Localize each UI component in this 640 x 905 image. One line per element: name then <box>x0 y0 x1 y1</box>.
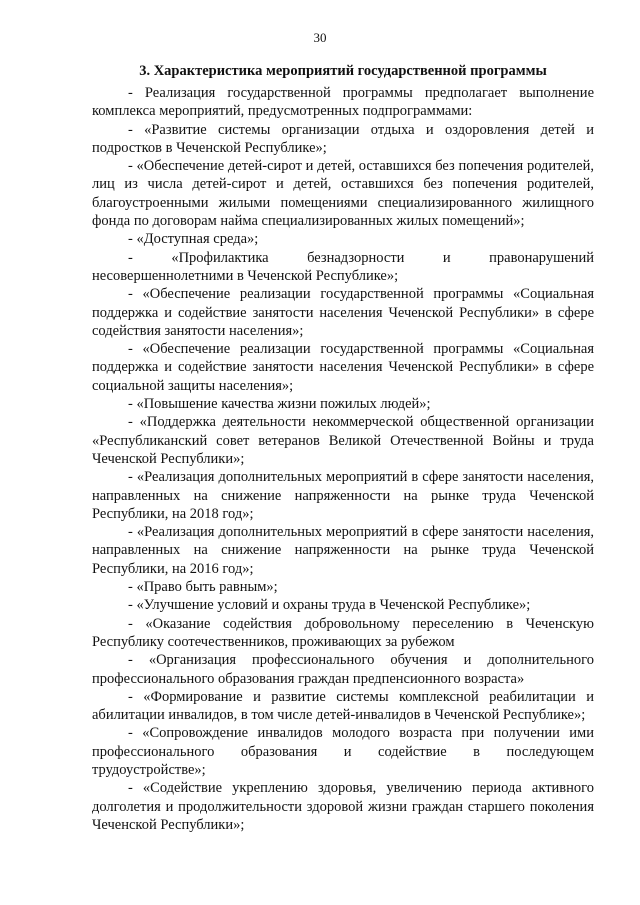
list-item: - «Развитие системы организации отдыха и оздоровления детей и подростков в Чеченской Республике»; <box>92 121 594 156</box>
list-item: - «Обеспечение реализации государственной программы «Социальная поддержка и содействие занятости населения Чеченской Республики» в сфере содействия занятости населения»; <box>92 286 594 339</box>
document-body <box>92 84 594 834</box>
list-item: - «Оказание содействия добровольному переселению в Чеченскую Республику соотечественников, проживающих за рубежом <box>92 615 594 650</box>
list-item: - «Сопровождение инвалидов молодого возраста при получении ими профессионального образования и содействие в последующем трудоустройстве»; <box>92 725 594 778</box>
list-item: - «Профилактика безнадзорности и правонарушений несовершеннолетними в Чеченской Республике»; <box>92 249 594 284</box>
list-item: - «Поддержка деятельности некоммерческой общественной организации «Республиканский совет ветеранов Великой Отечественной Войны и труда Чеченской Республики»; <box>92 414 594 467</box>
list-item: - «Реализация дополнительных мероприятий в сфере занятости населения, направленных на снижение напряженности на рынке труда Чеченской Республики, на 2018 год»; <box>92 469 594 522</box>
list-item: - «Содействие укреплению здоровья, увеличению периода активного долголетия и продолжительности здоровой жизни граждан старшего поколения Чеченской Республики»; <box>92 780 594 833</box>
list-item: - «Организация профессионального обучения и дополнительного профессионального образования граждан предпенсионного возраста» <box>92 652 594 687</box>
list-item: - «Доступная среда»; <box>128 231 259 248</box>
list-item: - «Право быть равным»; <box>128 579 278 596</box>
page-number: 30 <box>313 30 327 45</box>
list-item: - «Формирование и развитие системы комплексной реабилитации и абилитации инвалидов, в том числе детей-инвалидов в Чеченской Республике»; <box>92 688 594 724</box>
list-item: - «Обеспечение реализации государственной программы «Социальная поддержка и содействие занятости населения Чеченской Республики» в сфере социальной защиты населения»; <box>92 341 594 394</box>
list-item: - «Повышение качества жизни пожилых людей»; <box>128 396 431 413</box>
list-item: - «Улучшение условий и охраны труда в Чеченской Республике»; <box>128 597 531 614</box>
list-item: - «Реализация дополнительных мероприятий в сфере занятости населения, направленных на снижение напряженности на рынке труда Чеченской Республики, на 2016 год»; <box>92 524 594 577</box>
list-item: - «Обеспечение детей-сирот и детей, оставшихся без попечения родителей, лиц из числа детей-сирот и детей, оставшихся без попечения родителей, благоустроенными жилыми помещениями специализированного жилищного фонда по договорам найма специализированных жилых помещений»; <box>92 158 594 230</box>
section-heading: 3. Характеристика мероприятий государственной программы <box>139 63 547 79</box>
intro-paragraph: - Реализация государственной программы предполагает выполнение комплекса мероприятий, предусмотренных подпрограммами: <box>92 85 594 120</box>
